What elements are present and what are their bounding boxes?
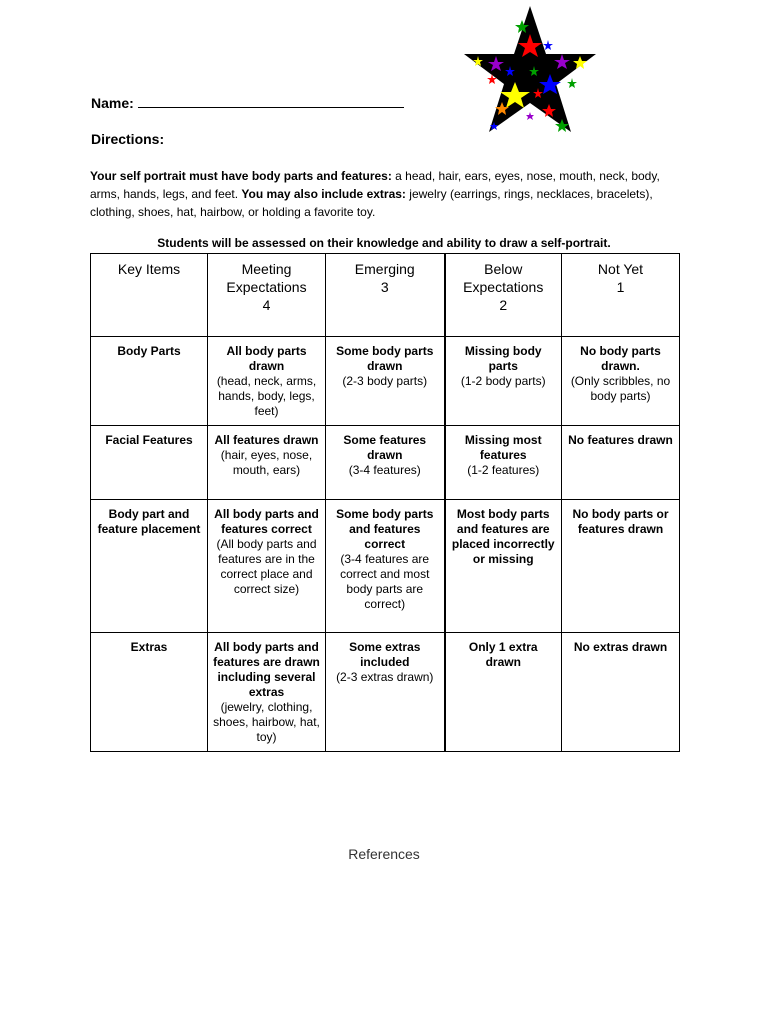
table-row xyxy=(91,337,680,426)
table-cell: No extras drawn xyxy=(562,633,680,752)
header-not-yet: Not Yet 1 xyxy=(562,254,680,337)
table-row xyxy=(91,500,680,633)
table-cell: All features drawn (hair, eyes, nose, mouth, ears) xyxy=(208,426,326,500)
name-blank-line xyxy=(138,93,404,108)
table-cell: Only 1 extra drawn xyxy=(445,633,562,752)
table-cell: All body parts drawn (head, neck, arms, hands, body, legs, feet) xyxy=(208,337,326,426)
table-cell: No body parts drawn. (Only scribbles, no body parts) xyxy=(562,337,680,426)
rubric-header-row xyxy=(91,254,680,337)
rubric-table xyxy=(90,253,680,752)
intro-bold-1: Your self portrait must have body parts and features: xyxy=(90,169,392,183)
name-field-label xyxy=(91,93,404,111)
intro-bold-2: You may also include extras: xyxy=(241,187,406,201)
header-meeting-expectations: Meeting Expectations 4 xyxy=(208,254,326,337)
row-key-extras: Extras xyxy=(91,633,208,752)
table-row xyxy=(91,633,680,752)
header-emerging: Emerging 3 xyxy=(326,254,445,337)
table-cell: All body parts and features correct (All body parts and features are in the correct place and correct size) xyxy=(208,500,326,633)
table-cell: Most body parts and features are placed incorrectly or missing xyxy=(445,500,562,633)
instructions-paragraph xyxy=(90,167,680,221)
table-cell: Missing most features (1-2 features) xyxy=(445,426,562,500)
table-row xyxy=(91,426,680,500)
assessment-note: Students will be assessed on their knowledge and ability to draw a self-portrait. xyxy=(157,236,611,250)
row-key-placement: Body part and feature placement xyxy=(91,500,208,633)
table-cell: Missing body parts (1-2 body parts) xyxy=(445,337,562,426)
references-label: References xyxy=(348,846,420,862)
row-key-facial-features: Facial Features xyxy=(91,426,208,500)
table-cell: Some body parts drawn (2-3 body parts) xyxy=(326,337,445,426)
row-key-body-parts: Body Parts xyxy=(91,337,208,426)
table-cell: Some features drawn (3-4 features) xyxy=(326,426,445,500)
rainbow-star-icon xyxy=(462,4,598,136)
table-cell: Some body parts and features correct (3-4 features are correct and most body parts are correct) xyxy=(326,500,445,633)
table-cell: No features drawn xyxy=(562,426,680,500)
intro-text-1: a head, hair, ears, eyes, nose, mouth, neck, body, arms, hands, legs, and feet. xyxy=(90,169,660,201)
intro-text-2: jewelry (earrings, rings, necklaces, bracelets), clothing, shoes, hat, hairbow, or holding a favorite toy. xyxy=(90,187,653,219)
table-cell: All body parts and features are drawn including several extras (jewelry, clothing, shoes, hairbow, hat, toy) xyxy=(208,633,326,752)
table-cell: Some extras included (2-3 extras drawn) xyxy=(326,633,445,752)
table-cell: No body parts or features drawn xyxy=(562,500,680,633)
name-label: Name: xyxy=(91,95,134,111)
header-below-expectations: Below Expectations 2 xyxy=(445,254,562,337)
directions-heading: Directions: xyxy=(91,131,165,147)
header-key-items: Key Items xyxy=(91,254,208,337)
